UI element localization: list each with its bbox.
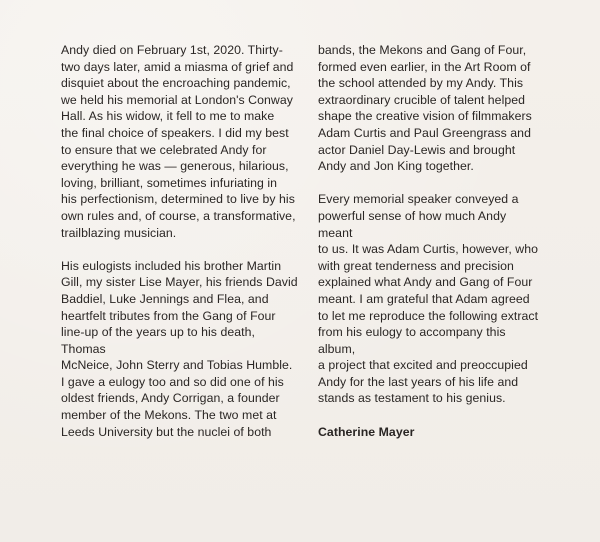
right-column — [318, 42, 540, 457]
left-column — [61, 42, 301, 457]
right-paragraph-1: bands, the Mekons and Gang of Four, formed even earlier, in the Art Room of the school attended by my Andy. This extraordinary crucible of talent helped shape the creative vision of filmmakers Adam Curtis and Paul Greengrass and actor Daniel Day-Lewis and brought Andy and Jon King together. — [318, 43, 532, 174]
right-paragraph-2: Every memorial speaker conveyed a powerful sense of how much Andy meant to us. It was Adam Curtis, however, who with great tenderness and precision explained what Andy and Gang of Four meant. I am grateful that Adam agreed to let me reproduce the following extract from his eulogy to accompany this album, a project that excited and preoccupied Andy for the last years of his life and stands as testament to his genius. — [318, 192, 539, 406]
left-paragraph-1: Andy died on February 1st, 2020. Thirty- two days later, amid a miasma of grief and disquiet about the encroaching pandemic, we held his memorial at London's Conway Hall. As his widow, it fell to me to make the final choice of speakers. I did my best to ensure that we celebrated Andy for everything he was — generous, hilarious, loving, brilliant, sometimes infuriating in his perfectionism, determined to live by his own rules and, of course, a transformative, trailblazing musician. — [61, 43, 296, 240]
author-signature: Catherine Mayer — [318, 424, 415, 439]
left-paragraph-2: His eulogists included his brother Martin Gill, my sister Lise Mayer, his friends David Baddiel, Luke Jennings and Flea, and heartfelt tributes from the Gang of Four line-up of the years up to his death, Thomas McNeice, John Sterry and Tobias Humble. I gave a eulogy too and so did one of his oldest friends, Andy Corrigan, a founder member of the Mekons. The two met at Leeds University but the nuclei of both — [61, 258, 298, 439]
